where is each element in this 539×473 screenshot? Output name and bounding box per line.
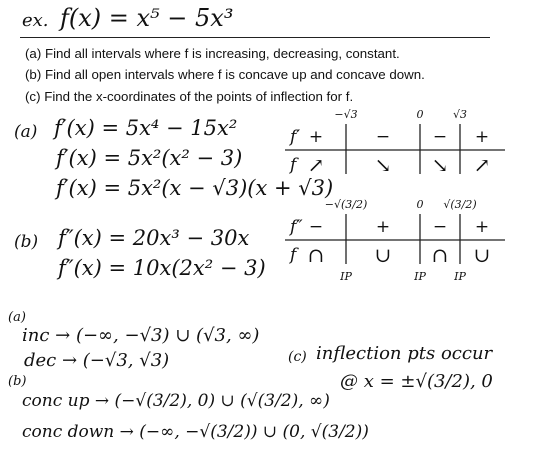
sign_chart_first-row1-label: f′ bbox=[290, 127, 301, 147]
answer-b-label: (b) bbox=[8, 374, 27, 389]
sign_chart_first-sign: + bbox=[308, 127, 324, 147]
sign_chart_second-row1-label: f″ bbox=[290, 217, 303, 237]
sign_chart_first-arrow: ↗ bbox=[473, 153, 491, 177]
answer-decreasing: dec → (−√3, √3) bbox=[24, 350, 170, 371]
answer-concave-up: conc up → (−√(3/2), 0) ∪ (√(3/2), ∞) bbox=[22, 391, 330, 411]
sign_chart_second-sign: + bbox=[375, 217, 391, 237]
answer-c-line1: inflection pts occur bbox=[316, 343, 493, 364]
sign_chart_second-concavity: ∪ bbox=[473, 243, 491, 267]
sign_chart_second-ip-label: IP bbox=[454, 270, 466, 283]
sign_chart_second-sign: + bbox=[474, 217, 490, 237]
answer-a-label: (a) bbox=[8, 310, 26, 325]
work-b-label: (b) bbox=[14, 232, 39, 252]
sign_chart_second-row2-label: f bbox=[290, 245, 297, 265]
sign_chart_first-sign: − bbox=[375, 127, 391, 147]
work-a-line3: f′(x) = 5x²(x − √3)(x + √3) bbox=[56, 176, 334, 200]
work-a-label: (a) bbox=[14, 122, 38, 142]
sign_chart_first-critical-point: 0 bbox=[416, 108, 424, 121]
sign_chart_second-sign: − bbox=[308, 217, 324, 237]
sign_chart_first-arrow: ↘ bbox=[374, 153, 392, 177]
work-a-line2: f′(x) = 5x²(x² − 3) bbox=[56, 146, 243, 170]
answer-c-line2: @ x = ±√(3/2), 0 bbox=[340, 371, 493, 392]
answer-increasing: inc → (−∞, −√3) ∪ (√3, ∞) bbox=[22, 325, 260, 346]
work-b-line2: f″(x) = 10x(2x² − 3) bbox=[58, 256, 266, 280]
sign_chart_second-concavity: ∩ bbox=[431, 243, 449, 267]
sign_chart_first-row2-label: f bbox=[290, 155, 297, 175]
sign_chart_first-critical-point: √3 bbox=[452, 108, 468, 121]
work-a-line1: f′(x) = 5x⁴ − 15x² bbox=[54, 116, 238, 140]
sign_chart_second-critical-point: √(3/2) bbox=[443, 198, 477, 211]
sign_chart_first-arrow: ↗ bbox=[307, 153, 325, 177]
sign_chart_second-concavity: ∩ bbox=[307, 243, 325, 267]
work-b-line1: f″(x) = 20x³ − 30x bbox=[58, 226, 250, 250]
answer-concave-down: conc down → (−∞, −√(3/2)) ∪ (0, √(3/2)) bbox=[22, 422, 369, 442]
sign_chart_second-sign: − bbox=[432, 217, 448, 237]
sign_chart_first-sign: − bbox=[432, 127, 448, 147]
example-label: ex. bbox=[22, 10, 49, 31]
sign_chart_first-sign: + bbox=[474, 127, 490, 147]
answer-c-label: (c) bbox=[288, 349, 307, 365]
question-a: (a) Find all intervals where f is increasing, decreasing, constant. bbox=[25, 46, 400, 61]
function-definition: f(x) = x⁵ − 5x³ bbox=[60, 4, 234, 32]
sign_chart_first-critical-point: −√3 bbox=[334, 108, 358, 121]
sign_chart_first-arrow: ↘ bbox=[431, 153, 449, 177]
sign_chart_second-ip-label: IP bbox=[340, 270, 352, 283]
sign_chart_second-critical-point: 0 bbox=[416, 198, 424, 211]
sign_chart_second-concavity: ∪ bbox=[374, 243, 392, 267]
sign_chart_second-ip-label: IP bbox=[414, 270, 426, 283]
question-b: (b) Find all open intervals where f is concave up and concave down. bbox=[25, 67, 425, 82]
sign_chart_second-critical-point: −√(3/2) bbox=[324, 198, 368, 211]
question-c: (c) Find the x-coordinates of the points of inflection for f. bbox=[25, 89, 354, 104]
